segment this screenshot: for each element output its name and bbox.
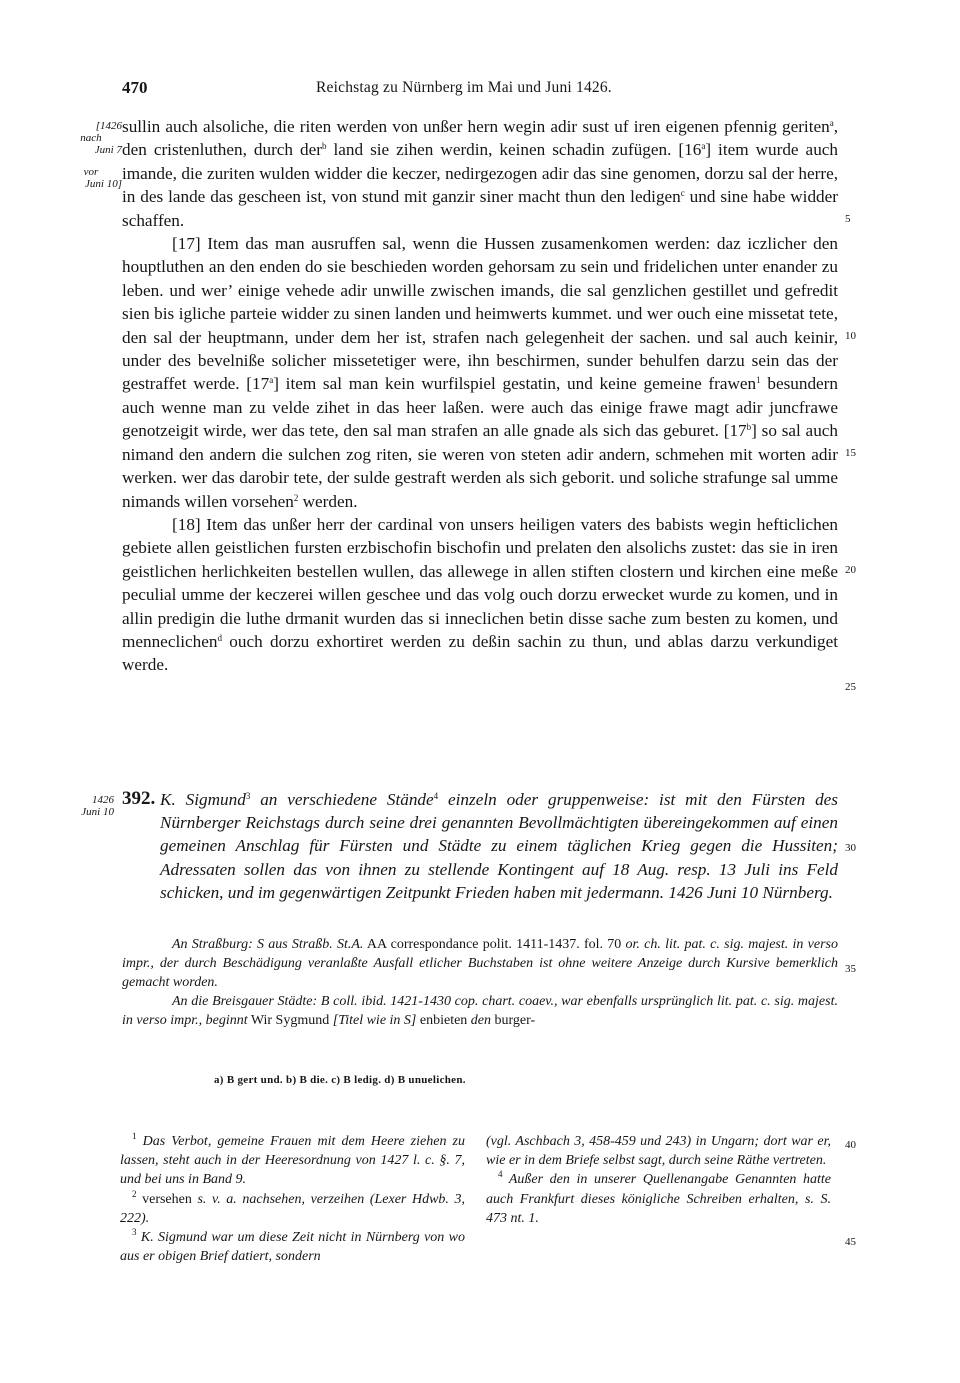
footnote-marker: 2 — [293, 492, 299, 503]
text-run: ] so sal auch nimand den andern die sulchen zog riten, sie weren von steten adir andern, schmehen mit worten adir werken. wer das darobir tete, der sulde gestraft werden als sich geborit. und soliche strafunge sal umme nimands willen vorsehen — [122, 421, 839, 511]
text-run: , den cristenluthen, durch der — [122, 117, 838, 160]
footnote-text: s. v. a. nachsehen, verzeihen (Lexer Hdwb. 3, 222). — [120, 1191, 466, 1226]
margin-date-line: Juni 10] — [85, 178, 122, 190]
variant-marker: b — [321, 141, 327, 152]
footnote-number: 4 — [498, 1169, 503, 1180]
text-run: ] item sal man kein wurfilspiel gestatin, und keine gemeine frawen — [273, 374, 757, 394]
line-number: 5 — [845, 213, 851, 225]
text-run: K. Sigmund — [160, 790, 246, 809]
paragraph — [122, 115, 838, 232]
footnote-marker: 4 — [433, 791, 439, 801]
document-number: 392. — [122, 788, 156, 809]
margin-date-line: Juni 10 — [81, 806, 114, 818]
document-regest — [160, 788, 838, 904]
text-run: Wir Sygmund — [247, 1013, 333, 1028]
text-run: [18] Item das unßer herr der cardinal von unsers heiligen vaters des babists wegin hefticlichen gebiete allen geistlichen fursten erzbischofin bischofin und prelaten den alsolichs zustet: das sie in iren geistlichen herlichkeiten bestellen wullen, das allewege in allen stiften clostern und kirchen eine meße peculial umme der keczerei willen geschee und das volg ouch dorzu erwecket wurde zu komen, und in allin predigin die luthe drmanit wurden das si inneclichen betin disse sache zum besten zu komen, und menneclichen — [122, 514, 838, 651]
line-number: 25 — [845, 681, 856, 693]
text-run: besundern auch wenne man zu velde zihet in das heer laßen. were auch das einige frawe magt adir juncfrawe genotzeigit wirde, wer das tete, den sal man strafen an alle gnade als sich das geburet. [17 — [122, 374, 839, 441]
footnote — [486, 1170, 831, 1228]
margin-date-line: 1426 — [92, 794, 114, 806]
text-run: sullin auch alsoliche, die riten werden von unßer hern wegin adir sust uf iren eigenen pfennig geriten — [122, 117, 830, 136]
margin-date-1 — [60, 120, 122, 190]
footnote — [120, 1228, 465, 1266]
line-number: 15 — [845, 447, 856, 459]
text-run: An die Breisgauer Städte: B coll. ibid. 1421-1430 cop. chart. coaev., war ebenfalls ursprünglich lit. pat. c. sig. majest. in verso impr., beginnt — [122, 994, 838, 1028]
text-run: or. ch. lit. pat. c. sig. majest. in verso impr., der durch Beschädigung veranlaßte Ausfall etlicher Buchstaben ist ohne weitere Anzeige durch Kursive bemerklich gemacht worden. — [122, 937, 838, 990]
running-title: Reichstag zu Nürnberg im Mai und Juni 1426. — [316, 79, 612, 96]
variant-apparatus: a) B gert und. b) B die. c) B ledig. d) B unuelichen. — [214, 1074, 466, 1086]
footnote-text: Außer den in unserer Quellenangabe Genannten hatte auch Frankfurt dieses königliche Schreiben erhalten, s. S. 473 nt. 1. — [486, 1172, 831, 1226]
line-number: 35 — [845, 963, 856, 975]
footnote-number: 3 — [132, 1227, 137, 1238]
main-text — [122, 115, 838, 677]
variant-marker: d — [217, 632, 222, 643]
line-number: 20 — [845, 564, 856, 576]
footnote-text: versehen — [142, 1191, 192, 1207]
section-marker: a — [269, 375, 274, 386]
text-run: den — [470, 1013, 492, 1028]
paragraph — [122, 232, 838, 513]
line-number: 30 — [845, 842, 856, 854]
text-run: und sine habe widder schaffen. — [122, 187, 838, 230]
footnote — [120, 1190, 465, 1228]
text-run: an verschiedene Stände — [250, 790, 434, 809]
variant-marker: a — [829, 118, 834, 128]
text-run: einzeln oder gruppenweise: ist mit den Fürsten des Nürnberger Reichstags durch seine drei genannten Bevollmächtigten übereingekommen auf einen gemeinen Anschlag für Fürsten und Städte zu einem täglichen Krieg gegen die Hussiten; Adressaten sollen das von ihnen zu stellende Kontingent auf 18 Aug. resp. 13 Juli ins Feld schicken, und im gegenwärtigen Zeitpunkt Frieden haben mit jedermann. 1426 Juni 10 Nürnberg. — [160, 790, 838, 902]
variant-marker: c — [680, 188, 685, 199]
margin-date-line: [1426 — [95, 120, 122, 132]
margin-date-line: Juni 7 — [94, 144, 122, 156]
paragraph — [122, 513, 838, 677]
text-run: [17] Item das man ausruffen sal, wenn die Hussen zusamenkomen werden: daz iczlicher den houptluthen an den enden do sie beschieden worden gehorsam zu sein und fridelichen unter enander zu leben. und wer’ einige vehede adir unwille zwischen imands, die sal genzlichen gestillet und gefredit sien bis igliche parteie widder zu sinen landen und heimwerts kummet. und wer ouch eine missetat tete, den sal der heuptmann, under dem her ist, strafen nach gelegenheit der sachen. und sal auch keinir, under des bevelniße solicher missetetiger were, ihn beschirmen, sunder behulfen darzu sein das der gestraffet werde. [17 — [122, 234, 838, 394]
text-run: ouch dorzu exhortiret werden zu deßin sachin zu thun, und ablas darzu verkundiget werde. — [122, 631, 838, 675]
footnote-marker: 1 — [756, 375, 761, 386]
margin-date-line: nach — [80, 132, 102, 144]
line-number: 40 — [845, 1139, 856, 1151]
footnote-number: 2 — [132, 1188, 137, 1199]
footnote-text: Das Verbot, gemeine Frauen mit dem Heere ziehen zu lassen, steht auch in der Heeresordnung von 1427 l. c. §. 7, und bei uns in Band 9. — [120, 1134, 466, 1188]
section-marker: b — [746, 422, 752, 433]
text-run: ] item wurde auch imande, die zuriten wulden widder die keczer, nedirgezogen adir das sine genomen, dorzu sal der herre, in des lande das gescheen ist, von stund mit ganzir siner macht thun den ledigen — [122, 140, 839, 207]
page-number: 470 — [122, 78, 148, 97]
text-run: An Straßburg: S aus Straßb. St.A. — [172, 937, 364, 952]
text-run: [Titel wie in S] — [332, 1013, 417, 1028]
section-marker: a — [701, 141, 706, 152]
running-header — [122, 78, 838, 102]
footnotes-right — [486, 1132, 831, 1228]
text-run: AA correspondance polit. 1411-1437. fol. 70 — [363, 937, 626, 952]
line-number: 45 — [845, 1236, 856, 1248]
footnote-marker: 3 — [245, 791, 251, 801]
text-run: land sie zihen werdin, keinen schadin zufügen. [16 — [326, 140, 702, 160]
source-paragraph — [122, 935, 838, 992]
text-run: enbieten — [416, 1013, 471, 1028]
text-run: burger- — [491, 1013, 536, 1028]
footnote-text: K. Sigmund war um diese Zeit nicht in Nürnberg von wo aus er obigen Brief datiert, sondern — [120, 1230, 465, 1265]
source-description — [122, 935, 838, 1030]
margin-date-line: vor — [83, 166, 99, 178]
line-number: 10 — [845, 330, 856, 342]
footnote-number: 1 — [132, 1131, 137, 1141]
footnote — [120, 1132, 465, 1190]
footnote-continuation — [486, 1132, 831, 1170]
footnote-text: (vgl. Aschbach 3, 458-459 und 243) in Ungarn; dort war er, wie er in dem Briefe selbst sagt, durch seine Räthe vertreten. — [486, 1134, 831, 1169]
footnotes-left — [120, 1132, 465, 1266]
text-run: werden. — [298, 491, 358, 511]
source-paragraph — [122, 992, 838, 1030]
margin-date-2 — [58, 794, 114, 818]
